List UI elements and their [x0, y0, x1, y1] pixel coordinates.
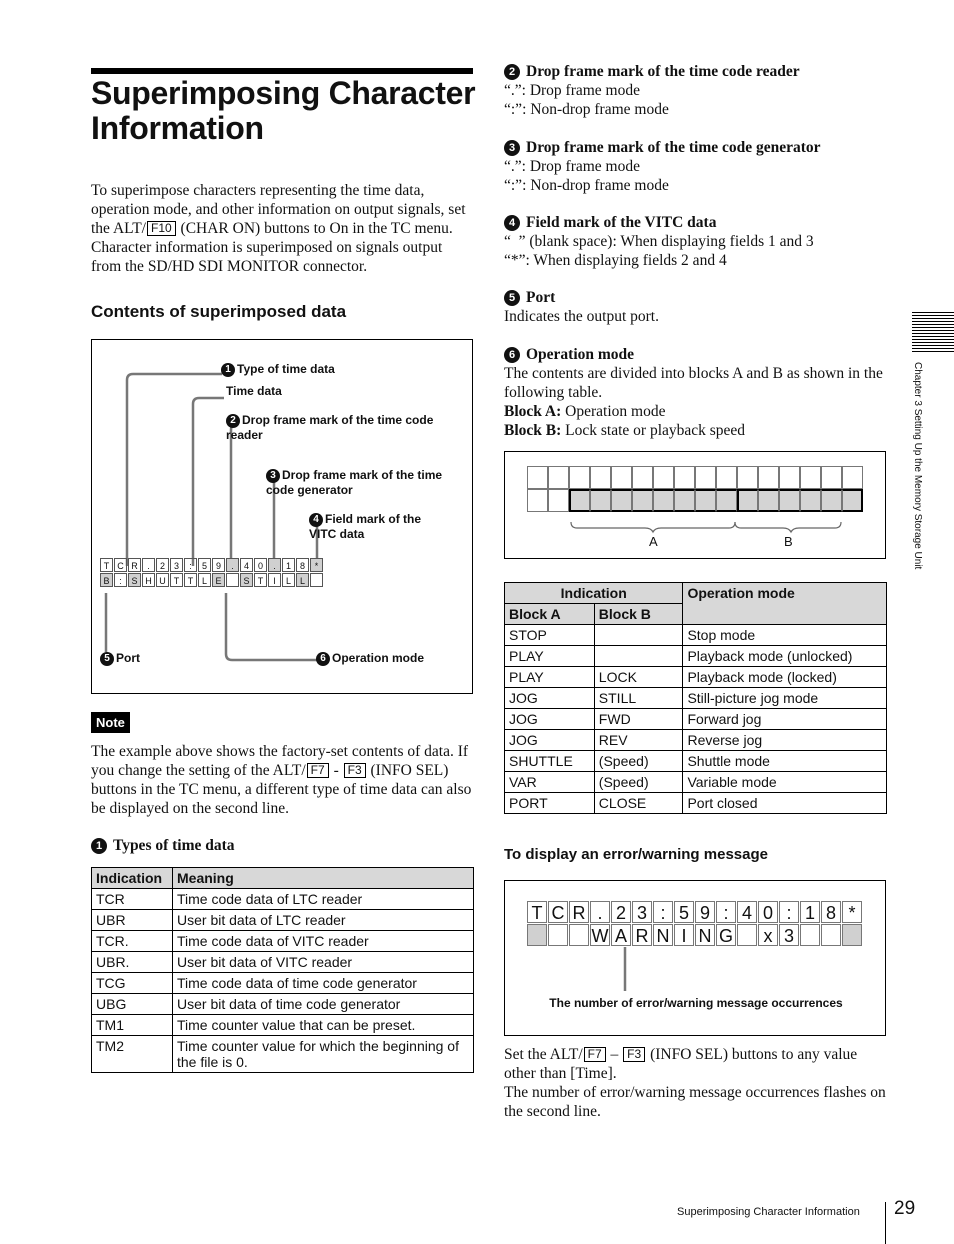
meaning-cell: Time counter value that can be preset. — [173, 1015, 474, 1036]
meaning-cell: Time counter value for which the beginning of the file is 0. — [173, 1036, 474, 1073]
item-heading — [504, 213, 888, 232]
lcd-cell: S — [128, 573, 141, 587]
lcd-cell: H — [142, 573, 155, 587]
leader-drop-reader — [231, 424, 237, 560]
meaning-cell: Time code data of VITC reader — [173, 931, 474, 952]
block-a-cell: STOP — [505, 625, 595, 646]
item-heading-text: Drop frame mark of the time code generator — [526, 139, 821, 156]
indication-cell: UBR. — [92, 952, 173, 973]
table-row — [505, 667, 887, 688]
indication-cell: UBR — [92, 910, 173, 931]
lcd-display — [100, 558, 324, 588]
item-line: “:”: Non-drop frame mode — [504, 177, 669, 194]
item-field-mark — [504, 213, 888, 270]
lcd-cell: 1 — [282, 558, 295, 572]
lcd-cell: 9 — [695, 901, 715, 923]
operation-mode-table — [504, 582, 887, 814]
block-b-text: Lock state or playback speed — [561, 422, 746, 439]
types-heading-text: Types of time data — [113, 837, 235, 854]
meaning-cell: User bit data of LTC reader — [173, 910, 474, 931]
lcd-cell: R — [128, 558, 141, 572]
operation-cell: Playback mode (unlocked) — [683, 646, 887, 667]
indication-cell: TCG — [92, 973, 173, 994]
table-row — [92, 973, 474, 994]
item-heading-text: Drop frame mark of the time code reader — [526, 63, 800, 80]
item-heading — [504, 62, 888, 81]
leader-time-data — [193, 398, 224, 566]
label-text: Drop frame mark of the time code reader — [226, 413, 434, 442]
intro-text-1: To superimpose characters representing the time data, operation mode, and other information on output signals, set the ALT/ — [91, 182, 466, 237]
block-a-cell: PORT — [505, 793, 595, 814]
block-a-cell: VAR — [505, 772, 595, 793]
lcd-cell: A — [611, 924, 631, 946]
num-badge: 3 — [266, 469, 280, 483]
table-row — [92, 1036, 474, 1073]
col-indication: Indication — [92, 868, 173, 889]
lcd-cell: * — [842, 901, 862, 923]
error-paragraph — [504, 1045, 890, 1121]
item-heading-text: Port — [526, 289, 556, 306]
lcd-cell: 2 — [156, 558, 169, 572]
key-separator: – — [606, 1046, 623, 1063]
block-a-text: Operation mode — [561, 403, 666, 420]
indication-cell: TCR. — [92, 931, 173, 952]
meaning-cell: User bit data of VITC reader — [173, 952, 474, 973]
f3-key: F3 — [344, 763, 366, 778]
lcd-cell: . — [590, 901, 610, 923]
table-row — [92, 1015, 474, 1036]
block-b-label: Block B: — [504, 422, 562, 439]
num-badge: 6 — [316, 652, 330, 666]
col-meaning: Meaning — [173, 868, 474, 889]
num-badge: 2 — [226, 414, 240, 428]
lcd-cell: R — [632, 924, 652, 946]
table-row — [505, 772, 887, 793]
block-b-line — [504, 421, 888, 440]
lcd-cell: U — [156, 573, 169, 587]
label-time-data: Time data — [226, 384, 282, 398]
block-b-cell: LOCK — [594, 667, 683, 688]
table-row — [505, 709, 887, 730]
table-row — [505, 730, 887, 751]
error-text-3: The number of error/warning message occurrences flashes on the second line. — [504, 1084, 886, 1120]
chapter-label: Chapter 3 Setting Up the Memory Storage Unit — [912, 362, 923, 570]
block-b-marker: B — [784, 534, 793, 549]
lcd-cell — [226, 573, 239, 587]
num-badge: 4 — [504, 215, 520, 231]
indication-cell: TCR — [92, 889, 173, 910]
item-line: “.”: Drop frame mode — [504, 158, 640, 175]
lcd-cell: 0 — [254, 558, 267, 572]
lcd-cell: : — [114, 573, 127, 587]
key-separator: - — [329, 762, 343, 779]
contents-heading: Contents of superimposed data — [91, 302, 347, 321]
indication-cell: TM1 — [92, 1015, 173, 1036]
indication-cell: TM2 — [92, 1036, 173, 1073]
num-badge: 2 — [504, 64, 520, 80]
page-number: 29 — [894, 1198, 916, 1219]
meaning-cell: User bit data of time code generator — [173, 994, 474, 1015]
lcd-cell: : — [184, 558, 197, 572]
lcd-cell: N — [695, 924, 715, 946]
lcd-cell: T — [254, 573, 267, 587]
meaning-cell: Time code data of time code generator — [173, 973, 474, 994]
leader-operation-mode — [226, 593, 318, 660]
note-text-2: (INFO SEL) buttons in the TC menu, a different type of time data can also be displayed on the second line. — [91, 762, 472, 817]
operation-cell: Stop mode — [683, 625, 887, 646]
lcd-cell: 8 — [821, 901, 841, 923]
label-text: Port — [116, 651, 140, 665]
col-block-b: Block B — [594, 604, 683, 625]
f7-key: F7 — [307, 763, 329, 778]
block-b-cell — [594, 646, 683, 667]
table-row — [92, 952, 474, 973]
label-port — [100, 651, 140, 666]
lcd-cell: I — [268, 573, 281, 587]
lcd-row — [100, 573, 324, 588]
lcd-cell: L — [296, 573, 309, 587]
block-a-cell: JOG — [505, 688, 595, 709]
lcd-cell: 4 — [240, 558, 253, 572]
lcd-cell: T — [170, 573, 183, 587]
lcd-cell: 4 — [737, 901, 757, 923]
table-row — [92, 889, 474, 910]
f10-key: F10 — [147, 221, 176, 236]
operation-cell: Reverse jog — [683, 730, 887, 751]
operation-cell: Still-picture jog mode — [683, 688, 887, 709]
lcd-cell: T — [184, 573, 197, 587]
indication-cell: UBG — [92, 994, 173, 1015]
lcd-cell: 5 — [198, 558, 211, 572]
block-a-cell: SHUTTLE — [505, 751, 595, 772]
label-text: Type of time data — [237, 362, 335, 376]
lcd-cell: L — [198, 573, 211, 587]
page-title: Superimposing Character Information — [91, 75, 476, 146]
lcd-cell — [310, 573, 323, 587]
label-text: Field mark of the VITC data — [309, 512, 422, 541]
operation-cell: Shuttle mode — [683, 751, 887, 772]
title-rule — [91, 68, 473, 74]
note-badge: Note — [91, 712, 130, 733]
lcd-cell: 3 — [632, 901, 652, 923]
table-row — [92, 931, 474, 952]
block-a-cell: PLAY — [505, 667, 595, 688]
blocks-diagram — [504, 451, 886, 559]
brace-b — [735, 522, 841, 532]
note-text-1: The example above shows the factory-set contents of data. If you change the setting of the ALT/ — [91, 743, 469, 779]
time-data-types-table — [91, 867, 474, 1073]
lcd-cell: C — [114, 558, 127, 572]
label-text: Drop frame mark of the time code generator — [266, 468, 443, 497]
lcd-cell: 5 — [674, 901, 694, 923]
lcd-row — [100, 558, 324, 573]
label-operation-mode — [316, 651, 424, 666]
operation-cell: Variable mode — [683, 772, 887, 793]
f7-key: F7 — [584, 1047, 606, 1062]
lcd-cell: : — [653, 901, 673, 923]
item-line: “.”: Drop frame mode — [504, 82, 640, 99]
lcd-cell: T — [527, 901, 547, 923]
table-row — [92, 994, 474, 1015]
lcd-cell: . — [226, 558, 239, 572]
item-line: “*”: When displaying fields 2 and 4 — [504, 252, 727, 269]
lcd-cell: . — [268, 558, 281, 572]
lcd-cell: * — [310, 558, 323, 572]
lcd-cell: R — [569, 901, 589, 923]
item-line: The contents are divided into blocks A and B as shown in the following table. — [504, 365, 883, 401]
intro-text-2: (CHAR ON) buttons to On in the TC menu. Character information is superimposed on signals output from the SD/HD SDI MONITOR connector. — [91, 220, 453, 275]
lcd-cell: B — [100, 573, 113, 587]
lcd-cell: N — [653, 924, 673, 946]
lcd-cell: S — [240, 573, 253, 587]
label-field-mark — [309, 512, 429, 541]
lcd-cell: W — [591, 926, 609, 946]
num-badge: 1 — [221, 363, 235, 377]
table-row — [505, 751, 887, 772]
lcd-cell: : — [716, 901, 736, 923]
num-badge: 3 — [504, 140, 520, 156]
lcd-cell: E — [212, 573, 225, 587]
block-a-cell: JOG — [505, 730, 595, 751]
lcd-cell: 3 — [779, 924, 799, 946]
block-b-cell — [594, 625, 683, 646]
error-heading: To display an error/warning message — [504, 846, 768, 863]
lcd-cell: C — [548, 901, 568, 923]
types-heading — [91, 836, 235, 855]
num-badge: 5 — [504, 290, 520, 306]
item-heading — [504, 138, 888, 157]
lcd-cell: 8 — [296, 558, 309, 572]
lcd-cell: . — [142, 558, 155, 572]
f3-key: F3 — [623, 1047, 645, 1062]
leader-type-of-time-data — [127, 374, 222, 566]
table-row — [505, 688, 887, 709]
block-b-cell: REV — [594, 730, 683, 751]
error-text-2: (INFO SEL) buttons to any value other than [Time]. — [504, 1046, 858, 1082]
block-b-cell: FWD — [594, 709, 683, 730]
col-block-a: Block A — [505, 604, 595, 625]
block-a-cell: PLAY — [505, 646, 595, 667]
item-heading — [504, 345, 888, 364]
superimpose-diagram — [91, 339, 473, 694]
lcd-cell: x — [758, 924, 778, 946]
label-drop-reader — [226, 413, 456, 442]
label-text: Operation mode — [332, 651, 425, 665]
block-braces — [505, 452, 887, 560]
block-b-cell: CLOSE — [594, 793, 683, 814]
error-leader — [505, 881, 887, 1037]
lcd-cell: G — [716, 924, 736, 946]
operation-cell: Port closed — [683, 793, 887, 814]
footer-rule — [885, 1202, 886, 1244]
error-diagram — [504, 880, 886, 1036]
col-operation-mode: Operation mode — [683, 583, 887, 625]
lcd-cell: 1 — [800, 901, 820, 923]
block-a-line — [504, 402, 888, 421]
lcd-cell: L — [282, 573, 295, 587]
item-line: “:”: Non-drop frame mode — [504, 101, 669, 118]
num-badge: 5 — [100, 652, 114, 666]
item-heading — [504, 288, 888, 307]
col-indication: Indication — [505, 583, 683, 604]
block-a-label: Block A: — [504, 403, 562, 420]
lcd-cell: 0 — [758, 901, 778, 923]
label-type-of-time-data — [221, 362, 335, 377]
intro-paragraph — [91, 181, 473, 276]
operation-cell: Playback mode (locked) — [683, 667, 887, 688]
item-heading-text: Field mark of the VITC data — [526, 214, 717, 231]
block-b-cell: (Speed) — [594, 751, 683, 772]
note-paragraph — [91, 742, 475, 818]
lcd-cell: 3 — [170, 558, 183, 572]
item-line: Indicates the output port. — [504, 308, 659, 325]
error-caption: The number of error/warning message occurrences — [549, 996, 843, 1010]
item-line: “ ” (blank space): When displaying fields 1 and 3 — [504, 233, 814, 250]
block-b-cell: (Speed) — [594, 772, 683, 793]
table-row — [505, 793, 887, 814]
lcd-cell: 2 — [611, 901, 631, 923]
item-operation-mode — [504, 345, 888, 440]
block-a-cell: JOG — [505, 709, 595, 730]
item-port — [504, 288, 888, 326]
num-badge: 6 — [504, 347, 520, 363]
item-drop-generator — [504, 138, 888, 195]
num-badge: 4 — [309, 513, 323, 527]
error-text-1: Set the ALT/ — [504, 1046, 583, 1063]
table-row — [505, 625, 887, 646]
block-b-cell: STILL — [594, 688, 683, 709]
num-badge: 1 — [91, 838, 107, 854]
meaning-cell: Time code data of LTC reader — [173, 889, 474, 910]
operation-cell: Forward jog — [683, 709, 887, 730]
table-row — [92, 910, 474, 931]
footer-title: Superimposing Character Information — [677, 1206, 860, 1218]
lcd-cell: 9 — [212, 558, 225, 572]
lcd-cell: I — [674, 924, 694, 946]
item-heading-text: Operation mode — [526, 346, 635, 363]
item-drop-reader — [504, 62, 888, 119]
lcd-cell: T — [100, 558, 113, 572]
chapter-tab-pattern — [912, 312, 954, 354]
table-row — [505, 646, 887, 667]
lcd-cell: : — [779, 901, 799, 923]
brace-a — [571, 522, 735, 532]
label-drop-generator — [266, 468, 456, 497]
block-a-marker: A — [649, 534, 658, 549]
